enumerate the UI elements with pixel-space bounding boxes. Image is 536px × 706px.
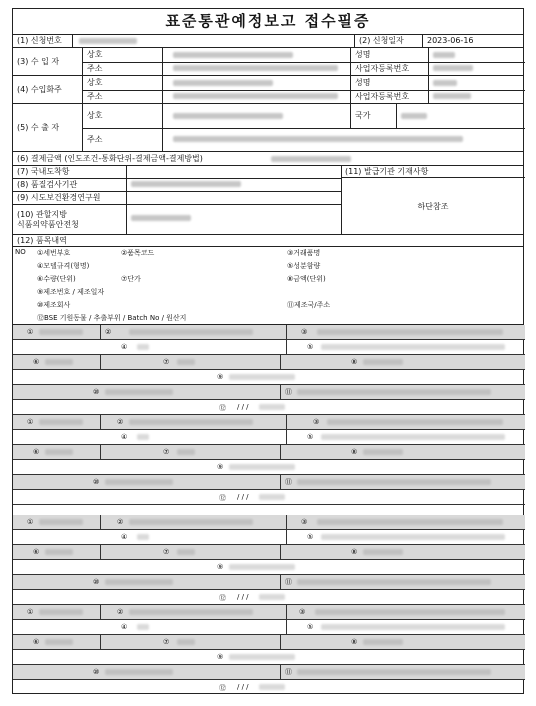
bse-text: / / / — [237, 403, 249, 411]
importer-trade-value — [163, 48, 351, 62]
bse-text: / / / — [237, 593, 249, 601]
legend-3: ③거래품명 — [287, 249, 321, 257]
mark-11: ⑪ — [285, 388, 292, 396]
consignee-biz-label: 사업자등록번호 — [351, 90, 429, 103]
item-row-4-5 — [13, 620, 525, 635]
bse-text: / / / — [237, 493, 249, 501]
mark-6: ⑥ — [33, 548, 40, 556]
item-block — [13, 415, 525, 507]
mark-9: ⑨ — [217, 373, 224, 381]
arrival-port-label: (7) 국내도착항 — [13, 166, 127, 178]
item-row-1-2-3 — [13, 515, 525, 530]
item-row-4-5 — [13, 530, 525, 545]
legend-9: ⑨제조번호 / 제조일자 — [37, 288, 105, 296]
legend-7: ⑦단가 — [121, 275, 141, 283]
consignee-trade-label: 상호 — [83, 76, 163, 90]
mark-7: ⑦ — [163, 638, 170, 646]
legend-4: ④모델규격(형명) — [37, 262, 90, 270]
item-row-12 — [13, 680, 525, 695]
issuer-note: 하단참조 — [417, 201, 449, 211]
mark-10: ⑩ — [93, 668, 100, 676]
mark-4: ④ — [121, 433, 128, 441]
apply-date-label: (2) 신청일자 — [355, 34, 423, 47]
settlement-label-text: (6) 결제금액 (인도조건-통화단위-결제금액-결제방법) — [17, 153, 203, 163]
legend-5: ⑤성분함량 — [287, 262, 321, 270]
mark-4: ④ — [121, 623, 128, 631]
importer-name-value — [429, 48, 525, 62]
exporter-trade-label: 상호 — [83, 104, 163, 128]
legend-10: ⑩제조회사 — [37, 301, 71, 309]
importer-biz-value — [429, 62, 525, 75]
legend-no: NO — [15, 248, 26, 256]
mark-1: ① — [27, 608, 34, 616]
mark-12: ⑫ — [219, 594, 226, 602]
row-application — [13, 34, 523, 48]
legend-6: ⑥수량(단위) — [37, 275, 76, 283]
item-row-10-11 — [13, 475, 525, 490]
mark-11: ⑪ — [285, 668, 292, 676]
mark-11: ⑪ — [285, 478, 292, 486]
regional-value — [127, 204, 341, 235]
mark-12: ⑫ — [219, 404, 226, 412]
mark-5: ⑤ — [307, 343, 314, 351]
mark-3: ③ — [299, 608, 306, 616]
legend-8: ⑧금액(단위) — [287, 275, 326, 283]
issuer-label: (11) 발급기관 기재사항 — [341, 166, 525, 178]
mark-5: ⑤ — [307, 623, 314, 631]
consignee-name-value — [429, 76, 525, 90]
item-row-12 — [13, 590, 525, 605]
applicant-no-label: (1) 신청번호 — [13, 34, 73, 47]
item-block — [13, 515, 525, 607]
importer-name-label: 성명 — [351, 48, 429, 62]
certificate-frame — [12, 8, 524, 694]
exporter-addr-value — [163, 128, 525, 151]
mark-1: ① — [27, 328, 34, 336]
settlement-label — [13, 152, 525, 165]
health-label: (9) 시도보건환경연구원 — [13, 191, 127, 204]
importer-addr-value — [163, 62, 351, 75]
mark-8: ⑧ — [351, 358, 358, 366]
legend-11: ⑪제조국/주소 — [287, 301, 331, 309]
item-row-6-7-8 — [13, 545, 525, 560]
mark-9: ⑨ — [217, 653, 224, 661]
mark-7: ⑦ — [163, 358, 170, 366]
inspection-label: (8) 품질검사기관 — [13, 178, 127, 191]
mark-9: ⑨ — [217, 563, 224, 571]
mark-11: ⑪ — [285, 578, 292, 586]
mark-6: ⑥ — [33, 358, 40, 366]
exporter-trade-value — [163, 104, 351, 128]
consignee-addr-value — [163, 90, 351, 103]
row-importer — [13, 48, 523, 76]
mark-3: ③ — [313, 418, 320, 426]
document-title: 표준통관예정보고 접수필증 — [13, 9, 523, 35]
consignee-trade-value — [163, 76, 351, 90]
exporter-country-label: 국가 — [351, 104, 397, 128]
legend-2: ②품목코드 — [121, 249, 155, 257]
mark-3: ③ — [301, 518, 308, 526]
item-row-10-11 — [13, 575, 525, 590]
legend-1: ①세번부호 — [37, 249, 71, 257]
mark-9: ⑨ — [217, 463, 224, 471]
exporter-label: (5) 수 출 자 — [13, 104, 83, 151]
mark-2: ② — [117, 518, 124, 526]
item-row-4-5 — [13, 340, 525, 355]
item-list — [13, 325, 525, 695]
item-row-12 — [13, 400, 525, 415]
row-consignee — [13, 76, 523, 104]
mark-5: ⑤ — [307, 533, 314, 541]
consignee-name-label: 성명 — [351, 76, 429, 90]
consignee-biz-value — [429, 90, 525, 103]
row-settlement — [13, 152, 523, 166]
item-row-6-7-8 — [13, 445, 525, 460]
exporter-country-value — [397, 104, 525, 128]
applicant-no-value — [73, 34, 355, 47]
mark-5: ⑤ — [307, 433, 314, 441]
item-row-10-11 — [13, 665, 525, 680]
mark-8: ⑧ — [351, 638, 358, 646]
mark-10: ⑩ — [93, 388, 100, 396]
item-row-1-2-3 — [13, 415, 525, 430]
arrival-port-value — [127, 166, 341, 178]
mark-12: ⑫ — [219, 494, 226, 502]
mark-6: ⑥ — [33, 448, 40, 456]
item-row-12 — [13, 490, 525, 505]
mark-8: ⑧ — [351, 448, 358, 456]
mark-10: ⑩ — [93, 578, 100, 586]
mark-2: ② — [117, 608, 124, 616]
row-items-label — [13, 235, 523, 247]
row-exporter — [13, 104, 523, 152]
mark-8: ⑧ — [351, 548, 358, 556]
item-row-6-7-8 — [13, 355, 525, 370]
legend-12: ⑫BSE 기원동물 / 추출부위 / Batch No / 원산지 — [37, 314, 187, 322]
apply-date-value: 2023-06-16 — [427, 35, 474, 45]
importer-label: (3) 수 입 자 — [13, 48, 83, 75]
item-row-9 — [13, 370, 525, 385]
importer-biz-label: 사업자등록번호 — [351, 62, 429, 75]
item-row-10-11 — [13, 385, 525, 400]
item-block — [13, 325, 525, 417]
item-row-6-7-8 — [13, 635, 525, 650]
items-legend — [13, 247, 523, 325]
item-row-4-5 — [13, 430, 525, 445]
item-row-9 — [13, 460, 525, 475]
regional-label: (10) 관할지방 식품의약품안전청 — [13, 204, 127, 235]
mark-12: ⑫ — [219, 684, 226, 692]
item-block — [13, 605, 525, 697]
mark-2: ② — [105, 328, 112, 336]
item-row-9 — [13, 650, 525, 665]
mark-4: ④ — [121, 343, 128, 351]
consignee-label: (4) 수입화주 — [13, 76, 83, 103]
mark-2: ② — [117, 418, 124, 426]
mark-3: ③ — [301, 328, 308, 336]
importer-addr-label: 주소 — [83, 62, 163, 75]
bse-text: / / / — [237, 683, 249, 691]
item-row-1-2-3 — [13, 605, 525, 620]
mark-7: ⑦ — [163, 448, 170, 456]
mark-6: ⑥ — [33, 638, 40, 646]
health-value — [127, 191, 341, 204]
inspection-value — [127, 178, 341, 191]
row-agencies — [13, 166, 523, 235]
item-row-9 — [13, 560, 525, 575]
mark-10: ⑩ — [93, 478, 100, 486]
consignee-addr-label: 주소 — [83, 90, 163, 103]
item-row-1-2-3 — [13, 325, 525, 340]
mark-7: ⑦ — [163, 548, 170, 556]
mark-1: ① — [27, 518, 34, 526]
mark-1: ① — [27, 418, 34, 426]
items-label: (12) 품목내역 — [17, 235, 67, 245]
importer-trade-label: 상호 — [83, 48, 163, 62]
exporter-addr-label: 주소 — [83, 128, 163, 151]
mark-4: ④ — [121, 533, 128, 541]
